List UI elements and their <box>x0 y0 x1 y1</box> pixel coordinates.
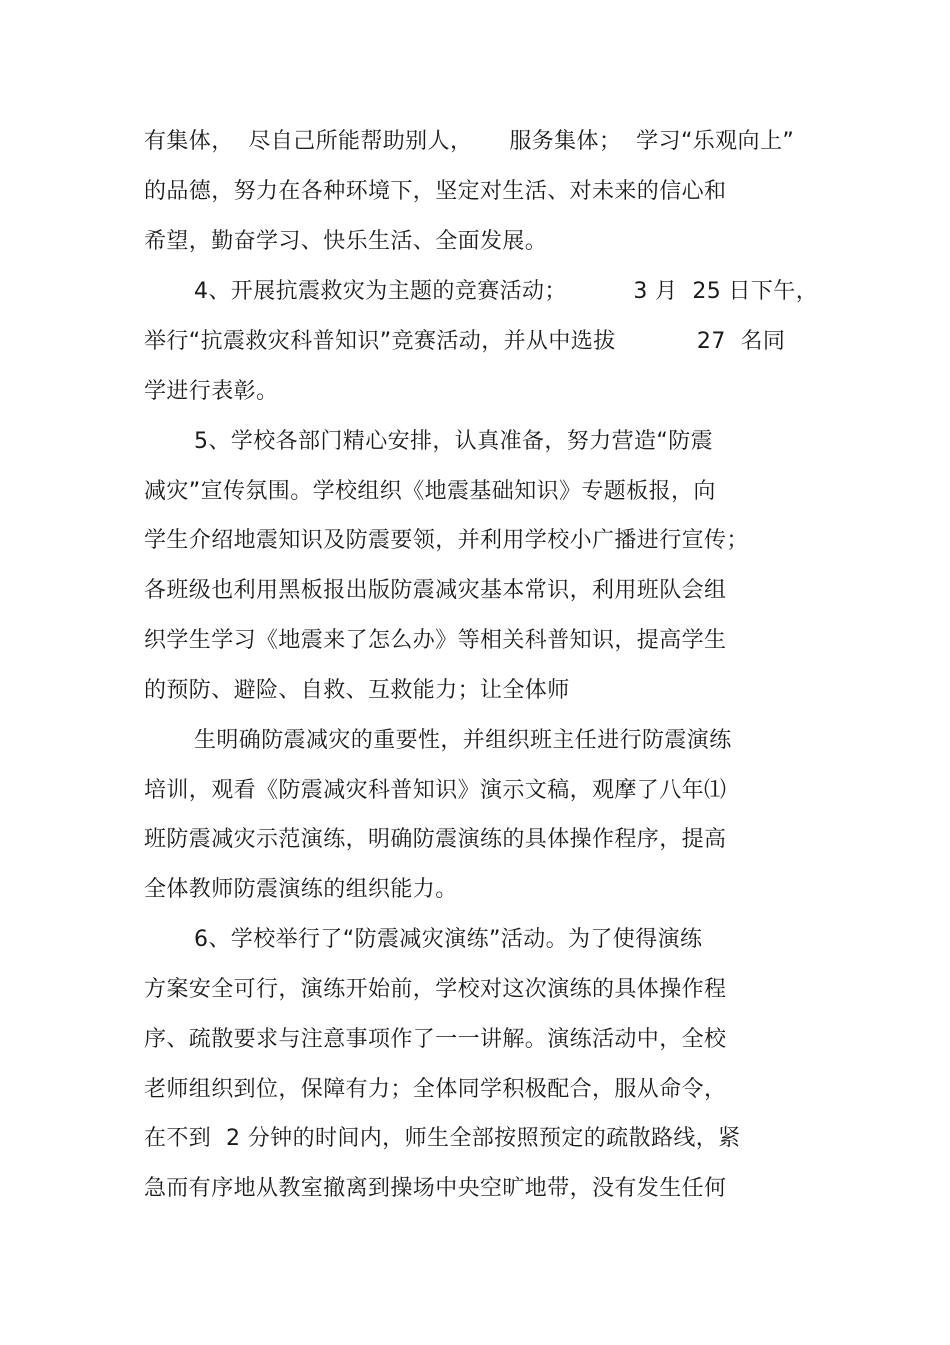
text-line: 学生介绍地震知识及防震要领，并利用学校小广播进行宣传； <box>144 528 749 553</box>
text-line: 急而有序地从教室撤离到操场中央空旷地带，没有发生任何 <box>144 1176 727 1201</box>
text-line: 在不到 2 分钟的时间内，师生全部按照预定的疏散路线，紧 <box>144 1126 741 1151</box>
text-line: 序、疏散要求与注意事项作了一一讲解。演练活动中，全校 <box>144 1027 727 1052</box>
text-line: 学进行表彰。 <box>144 379 279 404</box>
text-line: 织学生学习《地震来了怎么办》等相关科普知识，提高学生 <box>144 628 727 653</box>
text-line: 4、开展抗震救灾为主题的竞赛活动； 3 月 25 日下午， <box>194 279 819 304</box>
text-line: 希望，勤奋学习、快乐生活、全面发展。 <box>144 229 548 254</box>
text-line: 6、学校举行了“防震减灾演练”活动。为了使得演练 <box>194 927 703 952</box>
text-line: 班防震减灾示范演练，明确防震演练的具体操作程序，提高 <box>144 827 727 852</box>
text-line: 全体教师防震演练的组织能力。 <box>144 877 458 902</box>
text-line: 的预防、避险、自救、互救能力；让全体师 <box>144 678 570 703</box>
text-line: 有集体， 尽自己所能帮助别人， 服务集体； 学习“乐观向上” <box>144 129 795 154</box>
text-line: 的品德，努力在各种环境下，坚定对生活、对未来的信心和 <box>144 179 727 204</box>
text-line: 生明确防震减灾的重要性，并组织班主任进行防震演练 <box>194 728 732 753</box>
text-line: 5、学校各部门精心安排，认真准备，努力营造“防震 <box>194 429 713 454</box>
text-line: 各班级也利用黑板报出版防震减灾基本常识，利用班队会组 <box>144 578 727 603</box>
text-line: 减灾”宣传氛围。学校组织《地震基础知识》专题板报，向 <box>144 479 716 504</box>
text-line: 方案安全可行，演练开始前，学校对这次演练的具体操作程 <box>144 977 727 1002</box>
text-line: 老师组织到位，保障有力；全体同学积极配合，服从命令， <box>144 1077 727 1102</box>
text-line: 培训，观看《防震减灾科普知识》演示文稿，观摩了八年⑴ <box>144 778 727 803</box>
text-line: 举行“抗震救灾科普知识”竞赛活动，并从中选拔 27 名同 <box>144 329 786 354</box>
